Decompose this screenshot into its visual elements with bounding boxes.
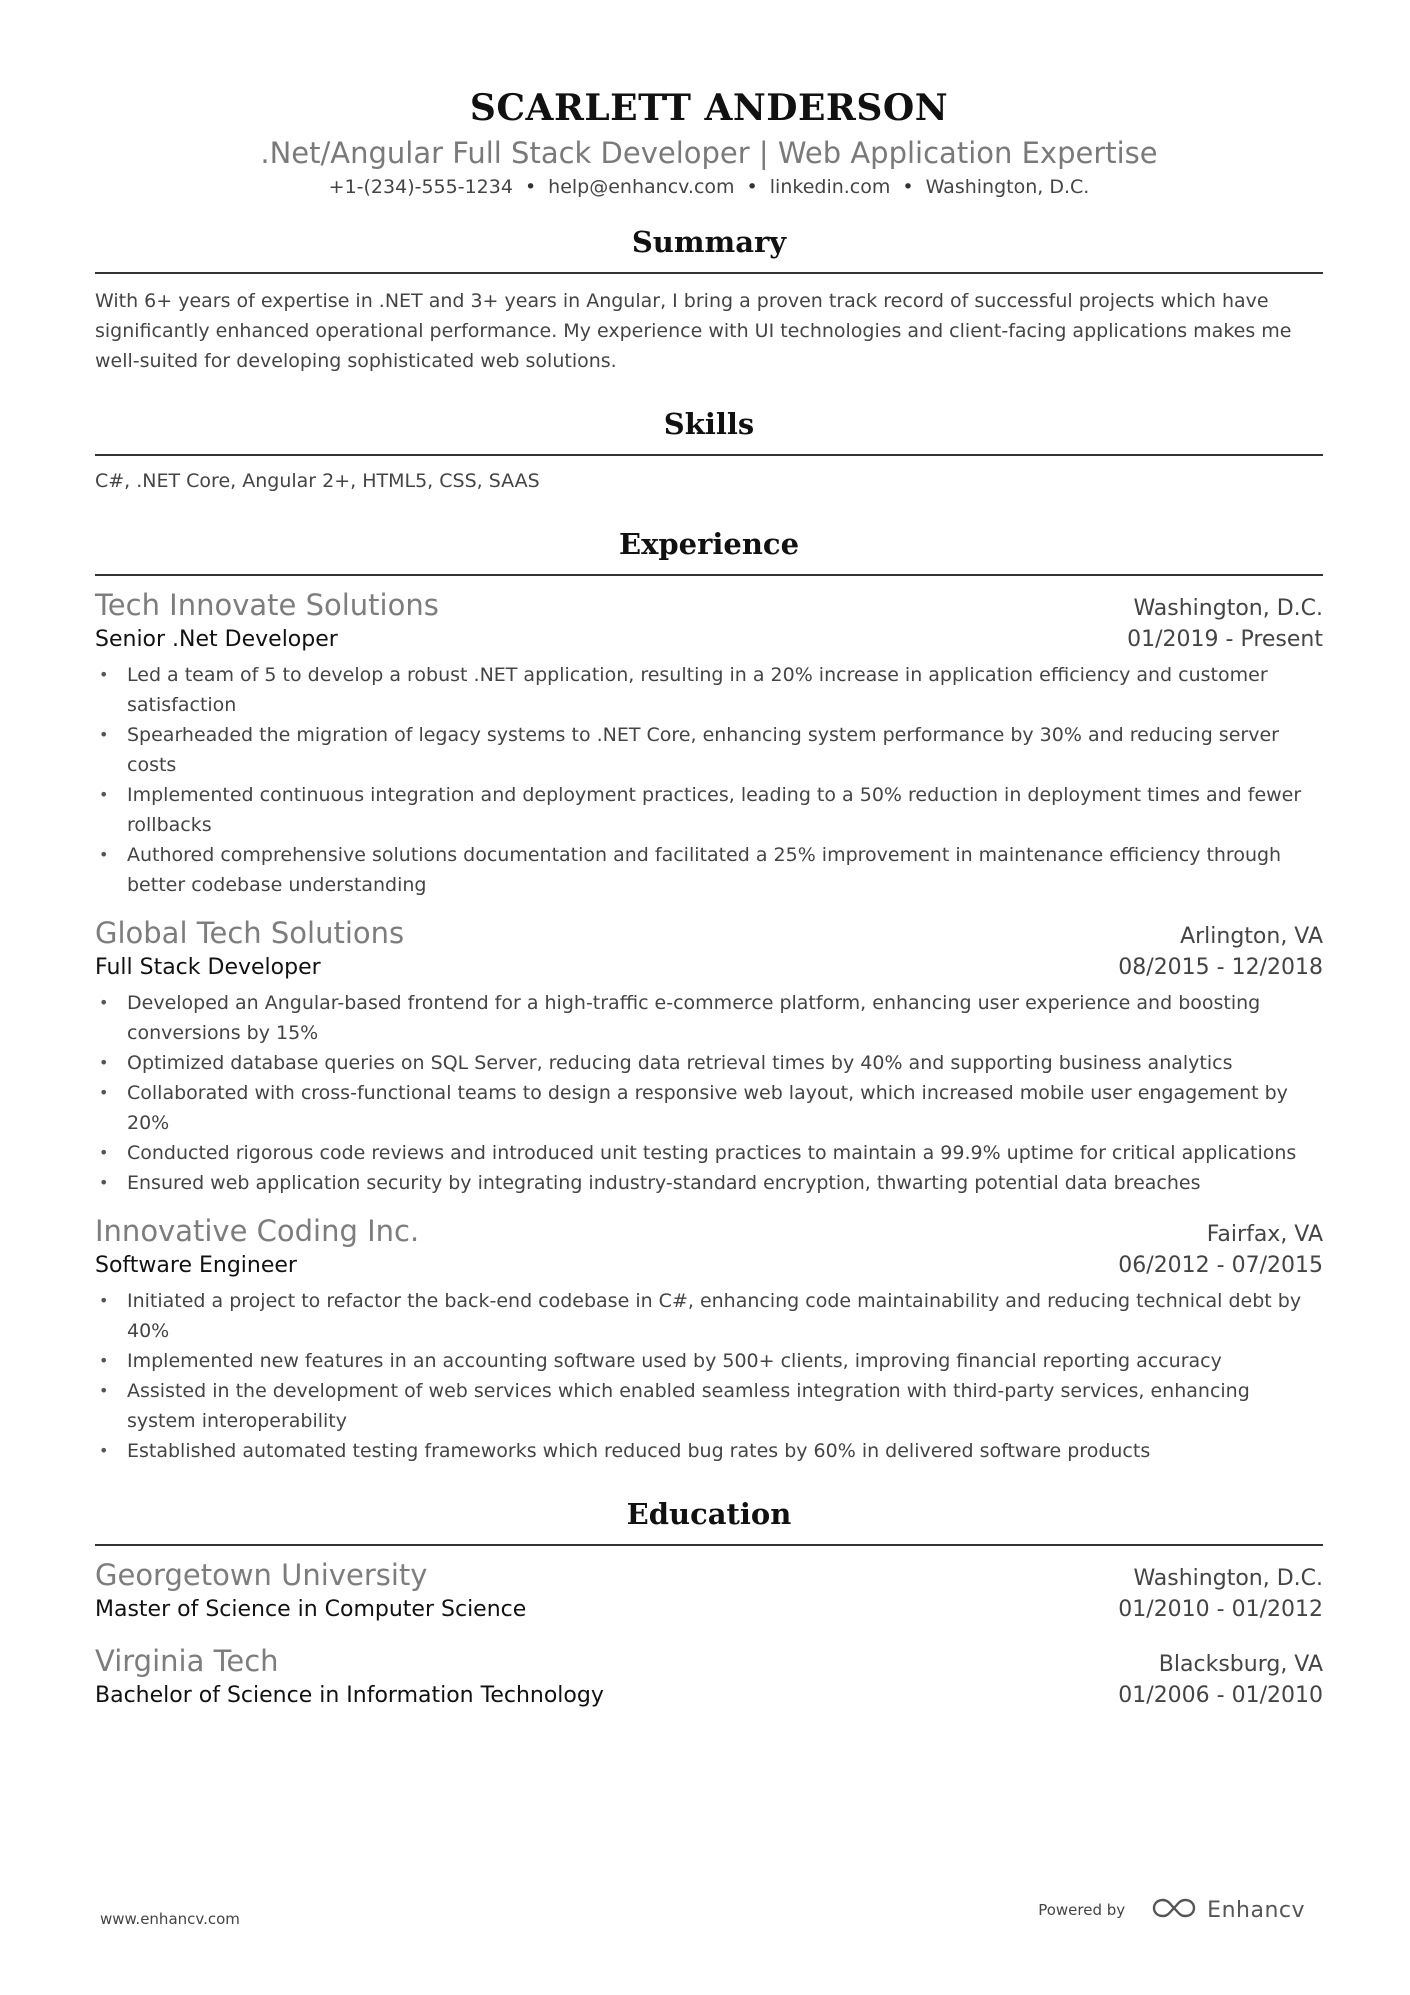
skills-section bbox=[95, 404, 1323, 496]
location: Washington, D.C. bbox=[925, 176, 1090, 198]
bullet-item: • Collaborated with cross-functional teams to design a responsive web layout, which increased mobile user engagement by 20% bbox=[95, 1078, 1323, 1138]
powered-by-label: Powered by bbox=[1038, 1901, 1126, 1919]
phone: +1-(234)-555-1234 bbox=[328, 176, 513, 198]
education-section bbox=[95, 1494, 1323, 1712]
education-entry bbox=[95, 1642, 1323, 1712]
school-location: Washington, D.C. bbox=[1133, 1566, 1323, 1591]
linkedin-link[interactable]: linkedin.com bbox=[769, 176, 891, 198]
job-role: Senior .Net Developer bbox=[95, 627, 338, 652]
candidate-name: SCARLETT ANDERSON bbox=[469, 87, 949, 129]
footer-branding bbox=[1038, 1896, 1305, 1924]
company-name: Global Tech Solutions bbox=[95, 916, 405, 950]
job-dates: 08/2015 - 12/2018 bbox=[1118, 955, 1323, 980]
bullet-item: • Implemented continuous integration and deployment practices, leading to a 50% reduction in deployment times and fewer rollbacks bbox=[95, 780, 1323, 840]
job-dates: 06/2012 - 07/2015 bbox=[1118, 1253, 1323, 1278]
summary-heading: Summary bbox=[95, 222, 1323, 274]
experience-section bbox=[95, 524, 1323, 1466]
bullet-item: • Spearheaded the migration of legacy systems to .NET Core, enhancing system performance by 30% and reducing server costs bbox=[95, 720, 1323, 780]
skills-text: C#, .NET Core, Angular 2+, HTML5, CSS, SAAS bbox=[95, 470, 540, 492]
job-bullets bbox=[95, 1286, 1323, 1466]
enhancv-logo-icon bbox=[1151, 1896, 1197, 1924]
bullet-item: • Implemented new features in an accounting software used by 500+ clients, improving financial reporting accuracy bbox=[95, 1346, 1323, 1376]
bullet-item: • Ensured web application security by integrating industry-standard encryption, thwarting potential data breaches bbox=[95, 1168, 1323, 1198]
separator-dot: • bbox=[902, 176, 914, 198]
job-bullets bbox=[95, 660, 1323, 900]
contact-line bbox=[95, 174, 1323, 200]
job-dates: 01/2019 - Present bbox=[1127, 627, 1323, 652]
summary-text: With 6+ years of expertise in .NET and 3+ years in Angular, I bring a proven track record of successful projects which have significantly enhanced operational performance. My experience with UI technologies and client-facing applications makes me well-suited for developing sophisticated web solutions. bbox=[95, 290, 1292, 372]
school-location: Blacksburg, VA bbox=[1158, 1652, 1323, 1677]
experience-entry bbox=[95, 1212, 1323, 1466]
separator-dot: • bbox=[746, 176, 758, 198]
bullet-item: • Assisted in the development of web services which enabled seamless integration with third-party services, enhancing system interoperability bbox=[95, 1376, 1323, 1436]
education-dates: 01/2010 - 01/2012 bbox=[1118, 1597, 1323, 1622]
bullet-item: • Optimized database queries on SQL Server, reducing data retrieval times by 40% and supporting business analytics bbox=[95, 1048, 1323, 1078]
candidate-title: .Net/Angular Full Stack Developer | Web Application Expertise bbox=[260, 136, 1158, 170]
job-location: Fairfax, VA bbox=[1206, 1222, 1323, 1247]
company-name: Tech Innovate Solutions bbox=[95, 588, 439, 622]
experience-heading: Experience bbox=[95, 524, 1323, 576]
experience-entry bbox=[95, 914, 1323, 1198]
school-name: Virginia Tech bbox=[95, 1644, 279, 1678]
skills-heading: Skills bbox=[95, 404, 1323, 456]
job-role: Software Engineer bbox=[95, 1253, 297, 1278]
job-location: Washington, D.C. bbox=[1133, 596, 1323, 621]
bullet-item: • Developed an Angular-based frontend for a high-traffic e-commerce platform, enhancing user experience and boosting conversions by 15% bbox=[95, 988, 1323, 1048]
bullet-item: • Established automated testing frameworks which reduced bug rates by 60% in delivered software products bbox=[95, 1436, 1323, 1466]
bullet-item: • Authored comprehensive solutions documentation and facilitated a 25% improvement in maintenance efficiency through better codebase understanding bbox=[95, 840, 1323, 900]
education-entry bbox=[95, 1556, 1323, 1626]
bullet-item: • Led a team of 5 to develop a robust .NET application, resulting in a 20% increase in application efficiency and customer satisfaction bbox=[95, 660, 1323, 720]
bullet-item: • Initiated a project to refactor the back-end codebase in C#, enhancing code maintainability and reducing technical debt by 40% bbox=[95, 1286, 1323, 1346]
brand-name[interactable]: Enhancv bbox=[1207, 1897, 1305, 1923]
job-role: Full Stack Developer bbox=[95, 955, 321, 980]
separator-dot: • bbox=[524, 176, 537, 198]
education-heading: Education bbox=[95, 1494, 1323, 1546]
experience-entry bbox=[95, 586, 1323, 900]
resume-header bbox=[95, 0, 1323, 200]
summary-section bbox=[95, 222, 1323, 376]
footer-website-link[interactable]: www.enhancv.com bbox=[100, 1910, 240, 1928]
school-name: Georgetown University bbox=[95, 1558, 428, 1592]
company-name: Innovative Coding Inc. bbox=[95, 1214, 420, 1248]
email-link[interactable]: help@enhancv.com bbox=[548, 176, 735, 198]
education-dates: 01/2006 - 01/2010 bbox=[1118, 1683, 1323, 1708]
bullet-item: • Conducted rigorous code reviews and introduced unit testing practices to maintain a 99.9% uptime for critical applications bbox=[95, 1138, 1323, 1168]
job-bullets bbox=[95, 988, 1323, 1198]
job-location: Arlington, VA bbox=[1180, 924, 1323, 949]
degree: Bachelor of Science in Information Technology bbox=[95, 1683, 604, 1708]
resume-page bbox=[95, 0, 1323, 1995]
degree: Master of Science in Computer Science bbox=[95, 1597, 527, 1622]
